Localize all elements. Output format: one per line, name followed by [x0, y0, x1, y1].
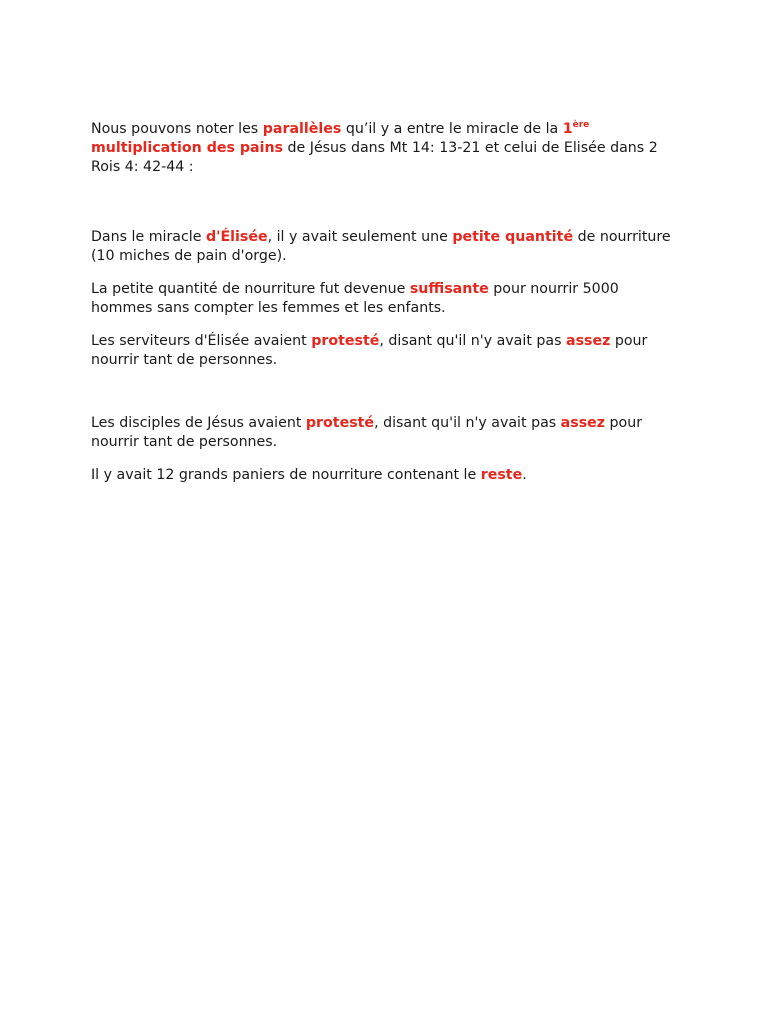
- elisee-p2-text-1: La petite quantité de nourriture fut devenue: [91, 281, 410, 297]
- highlight-assez-disciples: assez: [560, 415, 606, 431]
- jesus-paragraph-leftovers: [91, 466, 681, 485]
- highlight-assez: assez: [566, 333, 611, 349]
- jesus-p1-text-1: Les disciples de Jésus avaient: [91, 415, 306, 431]
- highlight-reste: reste: [480, 467, 523, 483]
- jesus-paragraph-protest: [91, 414, 681, 452]
- elisee-p1-text-2: , il y avait seulement une: [267, 229, 453, 245]
- jesus-p2-text-1: Il y avait 12 grands paniers de nourriture contenant le: [91, 467, 481, 483]
- elisee-paragraph-quantity: [91, 228, 681, 266]
- intro-text-3: de Jésus dans Mt 14: 13-21 et celui de Elisée dans 2 Rois 4: 42-44 :: [91, 140, 658, 175]
- elisee-p3-text-1: Les serviteurs d'Élisée avaient: [91, 333, 312, 349]
- highlight-paralleles: parallèles: [262, 121, 342, 137]
- highlight-proteste-disciples: protesté: [305, 415, 375, 431]
- document-page: [91, 120, 681, 485]
- intro-text-2: qu’il y a entre le miracle de la: [341, 121, 563, 137]
- highlight-ordinal: 1: [562, 121, 573, 137]
- elisee-paragraph-protest: [91, 332, 681, 370]
- jesus-p1-text-2: , disant qu'il n'y avait pas: [374, 415, 561, 431]
- highlight-multiplication: multiplication des pains: [91, 140, 283, 156]
- elisee-paragraph-sufficient: [91, 280, 681, 318]
- highlight-delisee: d'Élisée: [205, 229, 268, 245]
- elisee-p1-text-1: Dans le miracle: [91, 229, 206, 245]
- elisee-p2-text-2: pour nourrir 5000 hommes sans compter les femmes et les enfants.: [91, 281, 619, 316]
- intro-text-1: Nous pouvons noter les: [91, 121, 263, 137]
- elisee-p3-text-2: , disant qu'il n'y avait pas: [379, 333, 566, 349]
- highlight-proteste: protesté: [311, 333, 380, 349]
- highlight-suffisante: suffisante: [409, 281, 489, 297]
- jesus-p2-text-2: .: [522, 467, 527, 483]
- elisee-p1-text-3: de nourriture (10 miches de pain d'orge).: [91, 229, 671, 264]
- jesus-p1-text-3: pour nourrir tant de personnes.: [91, 415, 643, 450]
- ordinal-superscript: ère: [572, 120, 590, 130]
- highlight-petite-quantite: petite quantité: [452, 229, 574, 245]
- elisee-p3-text-3: pour nourrir tant de personnes.: [91, 333, 648, 368]
- intro-paragraph: [91, 120, 681, 177]
